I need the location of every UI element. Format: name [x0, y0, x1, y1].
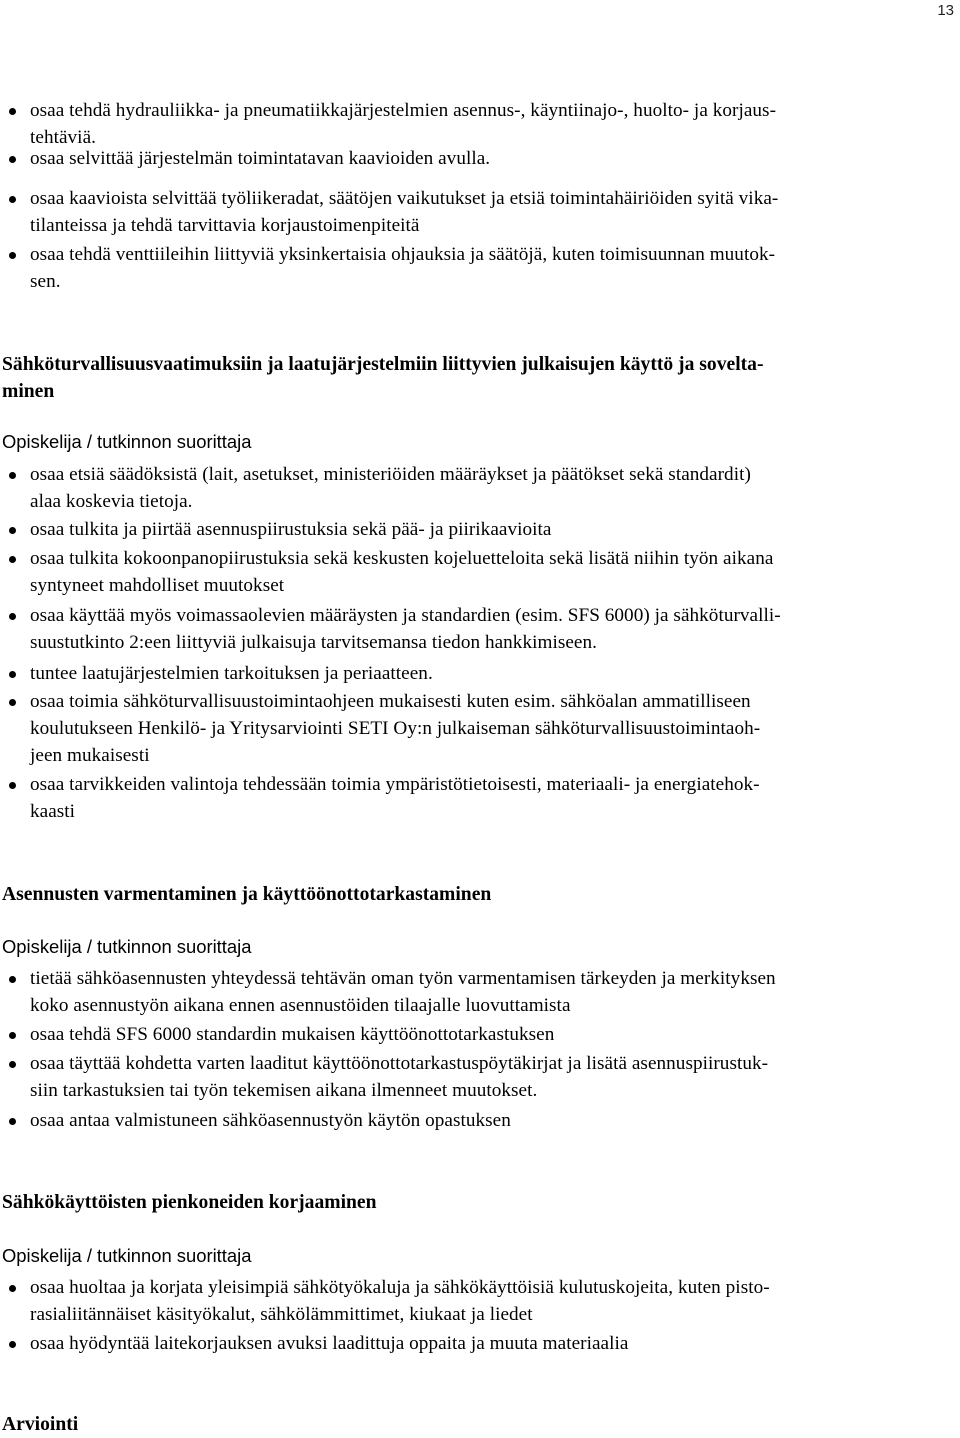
bullet-icon: [9, 527, 16, 534]
section-heading-safety: Sähköturvallisuusvaatimuksiin ja laatujärjestelmiin liittyvien julkaisujen käyttö ja sovelta- minen: [2, 354, 764, 402]
bullet-icon: [9, 252, 16, 259]
list-item-text: osaa tehdä hydrauliikka- ja pneumatiikkajärjestelmien asennus-, käyntiinajo-, huolto- ja korjaus- tehtäviä.: [30, 100, 777, 148]
bullet-icon: [9, 556, 16, 563]
section-heading-evaluation: Arviointi: [2, 1414, 79, 1435]
list-item-text: osaa toimia sähköturvallisuustoimintaohjeen mukaisesti kuten esim. sähköalan ammatilliseen koulutukseen Henkilö- ja Yritysarviointi SETI Oy:n julkaiseman sähköturvallisuustoimintaoh- jeen mukaisesti: [30, 691, 761, 766]
bullet-icon: [9, 1061, 16, 1068]
bullet-icon: [9, 196, 16, 203]
bullet-icon: [9, 1341, 16, 1348]
list-item-text: osaa täyttää kohdetta varten laaditut käyttöönottotarkastuspöytäkirjat ja lisätä asennuspiirustuk- siin tarkastuksien tai työn tekemisen aikana ilmenneet muutokset.: [30, 1053, 769, 1101]
bullet-icon: [9, 1118, 16, 1125]
list-item-text: tietää sähköasennusten yhteydessä tehtävän oman työn varmentamisen tärkeyden ja merkityksen koko asennustyön aikana ennen asennustöiden tilaajalle luovuttamista: [30, 968, 776, 1016]
section-role-safety: Opiskelija / tutkinnon suorittaja: [2, 431, 252, 452]
section-role-commissioning: Opiskelija / tutkinnon suorittaja: [2, 936, 252, 957]
list-item-text: osaa kaavioista selvittää työliikeradat, säätöjen vaikutukset ja etsiä toimintahäiriöiden syitä vika- tilanteissa ja tehdä tarvittavia korjaustoimenpiteitä: [30, 188, 779, 236]
bullet-icon: [9, 613, 16, 620]
list-item-text: tuntee laatujärjestelmien tarkoituksen ja periaatteen.: [30, 663, 433, 684]
bullet-icon: [9, 782, 16, 789]
list-item-text: osaa tehdä venttiileihin liittyviä yksinkertaisia ohjauksia ja säätöjä, kuten toimisuunnan muutok- sen.: [30, 244, 776, 292]
list-item-text: osaa hyödyntää laitekorjauksen avuksi laadittuja oppaita ja muuta materiaalia: [30, 1333, 629, 1354]
list-item-text: osaa tehdä SFS 6000 standardin mukaisen käyttöönottotarkastuksen: [30, 1024, 555, 1045]
list-item-text: osaa tarvikkeiden valintoja tehdessään toimia ympäristötietoisesti, materiaali- ja energiatehok- kaasti: [30, 774, 760, 822]
list-item-text: osaa etsiä säädöksistä (lait, asetukset, ministeriöiden määräykset ja päätökset sekä standardit) alaa koskevia tietoja.: [30, 464, 751, 512]
list-item-text: osaa huoltaa ja korjata yleisimpiä sähkötyökaluja ja sähkökäyttöisiä kulutuskojeita, kuten pisto- rasialiitännäiset käsityökalut, sähkölämmittimet, kiukaat ja liedet: [30, 1277, 770, 1325]
list-item-text: osaa antaa valmistuneen sähköasennustyön käytön opastuksen: [30, 1110, 511, 1131]
list-item-text: osaa tulkita kokoonpanopiirustuksia sekä keskusten kojeluetteloita sekä lisätä niihin työn aikana syntyneet mahdolliset muutokset: [30, 548, 774, 596]
list-item-text: osaa käyttää myös voimassaolevien määräysten ja standardien (esim. SFS 6000) ja sähköturvalli- suustutkinto 2:een liittyviä julkaisuja tarvitsemansa tiedon hankkimiseen.: [30, 605, 781, 653]
bullet-icon: [9, 671, 16, 678]
list-item-text: osaa tulkita ja piirtää asennuspiirustuksia sekä pää- ja piirikaavioita: [30, 519, 552, 540]
section-heading-repair: Sähkökäyttöisten pienkoneiden korjaaminen: [2, 1192, 377, 1213]
bullet-icon: [9, 976, 16, 983]
page-number: 13: [937, 2, 954, 19]
bullet-icon: [9, 108, 16, 115]
bullet-icon: [9, 472, 16, 479]
section-role-repair: Opiskelija / tutkinnon suorittaja: [2, 1245, 252, 1266]
bullet-icon: [9, 1285, 16, 1292]
bullet-icon: [9, 1032, 16, 1039]
bullet-icon: [9, 156, 16, 163]
bullet-icon: [9, 699, 16, 706]
list-item-text: osaa selvittää järjestelmän toimintatavan kaavioiden avulla.: [30, 148, 491, 169]
section-heading-commissioning: Asennusten varmentaminen ja käyttöönottotarkastaminen: [2, 884, 492, 905]
